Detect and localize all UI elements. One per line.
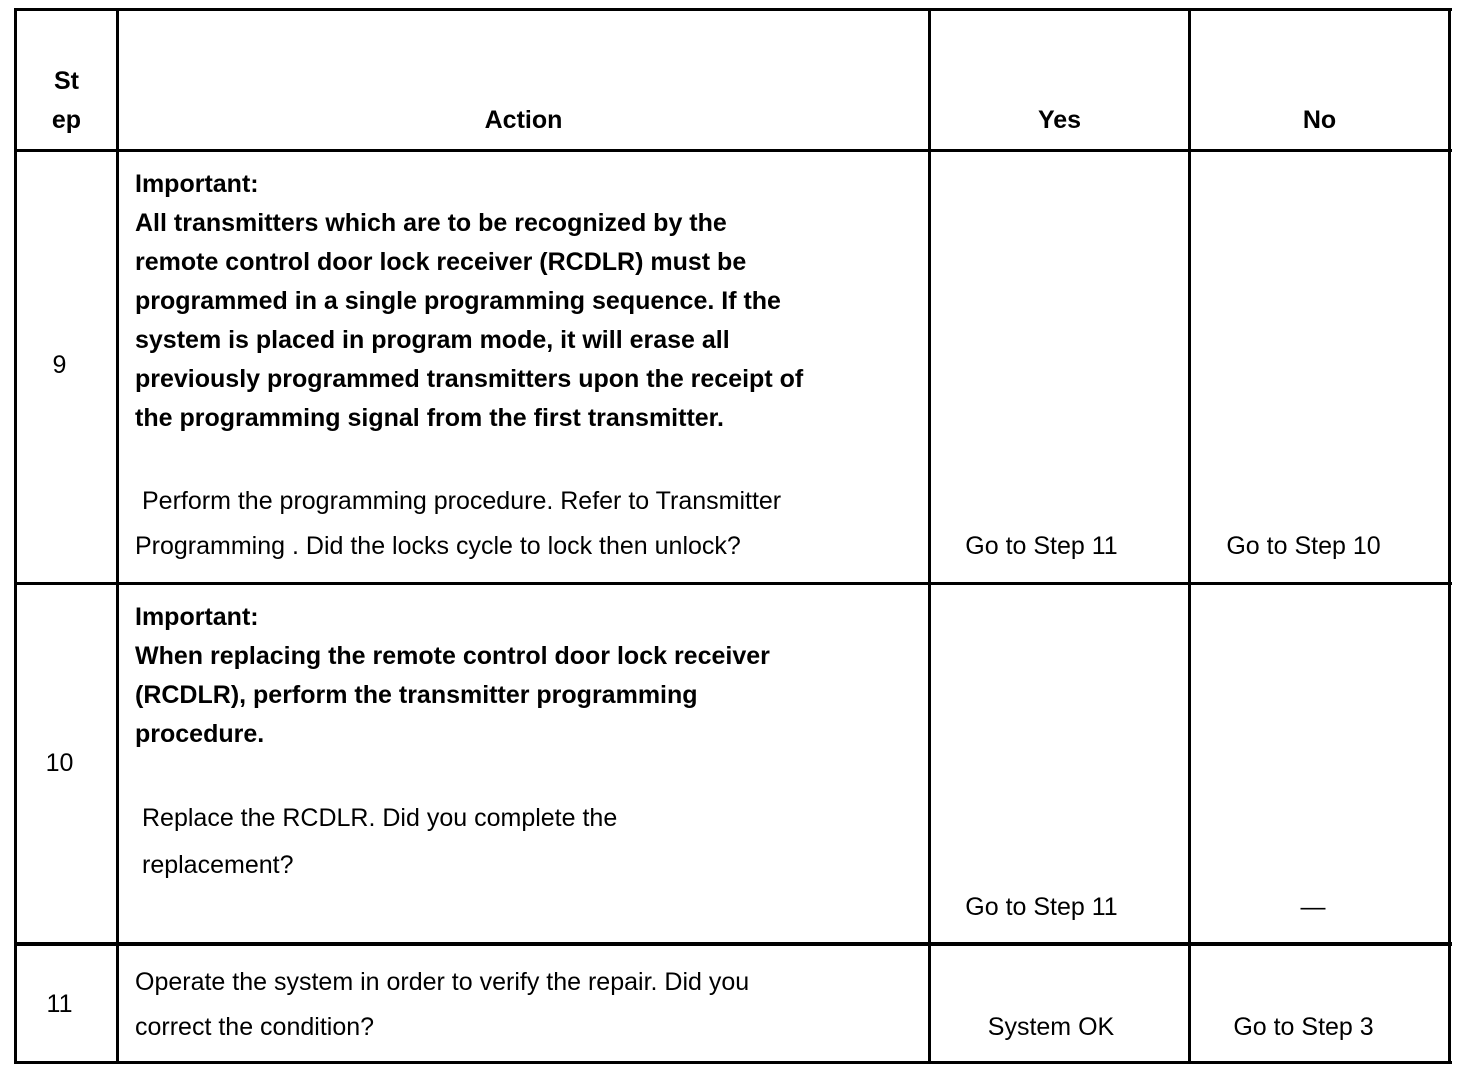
header-step-line2: ep (51, 106, 82, 134)
action-text-line: correct the condition? (135, 1013, 375, 1041)
header-divider (14, 149, 1452, 152)
row-divider (14, 942, 1452, 946)
yes-result: Go to Step 11 (965, 532, 1118, 560)
no-result: — (1300, 893, 1326, 921)
action-text-line: Replace the RCDLR. Did you complete the (142, 804, 618, 832)
header-step-line1: St (54, 67, 79, 95)
important-text-line: the programming signal from the first transmitter. (135, 404, 724, 432)
header-action: Action (484, 106, 563, 134)
no-result: Go to Step 3 (1233, 1013, 1374, 1041)
step-number: 10 (45, 749, 74, 777)
important-text-line: system is placed in program mode, it will erase all (135, 326, 730, 354)
important-label: Important: (135, 170, 259, 198)
table-border-top (14, 8, 1452, 11)
table-border-bottom (14, 1061, 1452, 1064)
yes-result: Go to Step 11 (965, 893, 1118, 921)
action-text-line: Operate the system in order to verify the repair. Did you (135, 968, 750, 996)
header-no: No (1302, 106, 1337, 134)
important-text-line: When replacing the remote control door lock receiver (135, 642, 770, 670)
step-number: 9 (52, 351, 67, 379)
action-text-line: Perform the programming procedure. Refer to Transmitter (142, 487, 782, 515)
important-text-line: (RCDLR), perform the transmitter programming (135, 681, 698, 709)
action-text-line: replacement? (142, 851, 294, 879)
important-text-line: All transmitters which are to be recognized by the (135, 209, 727, 237)
yes-result: System OK (987, 1013, 1115, 1041)
important-text-line: previously programmed transmitters upon the receipt of (135, 365, 804, 393)
important-text-line: remote control door lock receiver (RCDLR) must be (135, 248, 747, 276)
table-border-right (1448, 8, 1451, 1064)
row-divider (14, 582, 1452, 585)
important-label: Important: (135, 603, 259, 631)
no-result: Go to Step 10 (1226, 532, 1381, 560)
table-border-left (14, 8, 17, 1064)
header-yes: Yes (1037, 106, 1082, 134)
action-text-line: Programming . Did the locks cycle to lock then unlock? (135, 532, 741, 560)
important-text-line: programmed in a single programming sequence. If the (135, 287, 781, 315)
column-divider (116, 8, 119, 1064)
step-number: 11 (46, 990, 73, 1018)
important-text-line: procedure. (135, 720, 265, 748)
